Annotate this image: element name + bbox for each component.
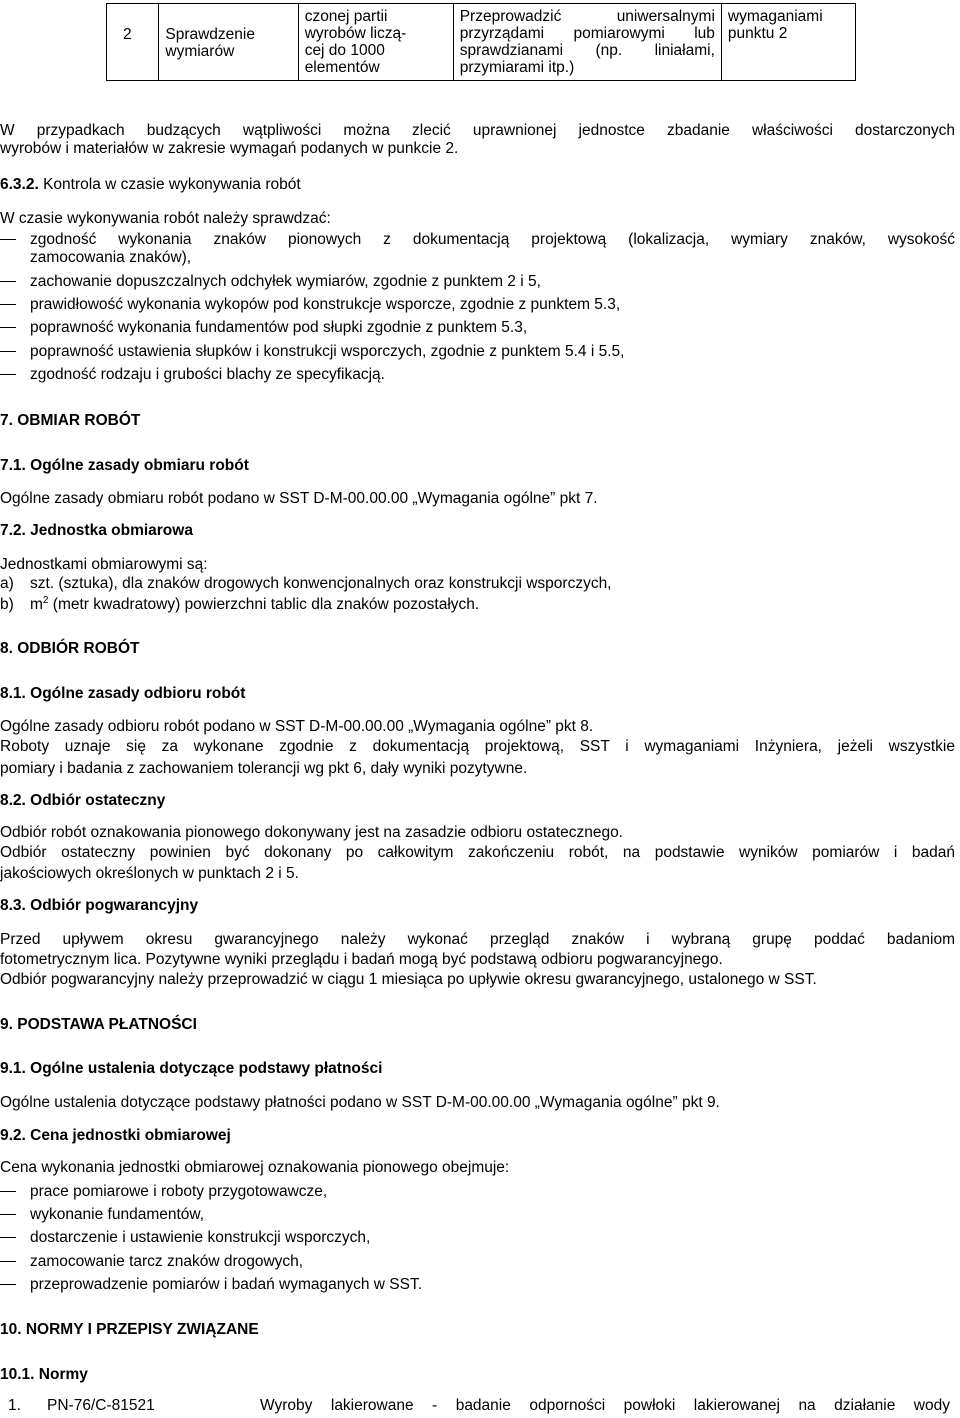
list-item <box>0 366 960 384</box>
intro-line: W przypadkach budzących wątpliwości można zlecić uprawnionej jednostce zbadanie właściwości dostarczonych <box>0 122 955 139</box>
section-heading-8-2: 8.2. Odbiór ostateczny <box>0 792 166 809</box>
norm-number: 1. <box>8 1397 21 1414</box>
list-item <box>0 596 14 614</box>
cell-text: (np. <box>595 42 623 59</box>
list-item-text: zgodność wykonania znaków pionowych z dokumentacją projektową (lokalizacja, wymiary znaków, wysokość <box>30 231 955 248</box>
section-heading-6-3-2 <box>0 176 301 194</box>
list-label: b) <box>0 596 14 613</box>
list-item <box>0 575 14 593</box>
cell-text: sprawdzianami <box>459 42 564 59</box>
requirements-table <box>106 3 856 81</box>
list-item <box>0 1276 960 1294</box>
cell-text: pomiarowymi <box>573 25 665 42</box>
paragraph: Odbiór pogwarancyjny należy przeprowadzić w ciągu 1 miesiąca po upływie okresu gwarancyjnego, ustalonego w SST. <box>0 971 817 988</box>
list-item-text: $m^2$ (metr kwadratowy) powierzchni tablic dla znaków pozostałych. <box>30 595 480 613</box>
list-label: a) <box>0 575 14 592</box>
paragraph: fotometrycznym lica. Pozytywne wyniki przeglądu i badań mogą być podstawą odbioru pogwarancyjnego. <box>0 951 723 968</box>
cell-text: punktu 2 <box>727 25 788 42</box>
table-cell-number <box>107 4 159 81</box>
section-heading-8-3: 8.3. Odbiór pogwarancyjny <box>0 897 199 914</box>
list-item <box>0 319 960 337</box>
paragraph: Roboty uznaje się za wykonane zgodnie z dokumentacją projektową, SST i wymaganiami Inżyniera, jeżeli wszystkie <box>0 738 955 755</box>
paragraph: Odbiór robót oznakowania pionowego dokonywany jest na zasadzie odbioru ostatecznego. <box>0 824 623 841</box>
dash-bullet <box>0 1214 16 1215</box>
list-item <box>0 1183 960 1201</box>
cell-text: przyrządami <box>459 25 545 42</box>
list-item <box>0 343 960 361</box>
dash-bullet <box>0 304 16 305</box>
superscript: 2 <box>42 595 49 606</box>
intro-line: wyrobów i materiałów w zakresie wymagań podanych w punkcie 2. <box>0 140 459 157</box>
section-heading-7-1: 7.1. Ogólne zasady obmiaru robót <box>0 457 249 474</box>
paragraph: Ogólne zasady odbioru robót podano w SST D-M-00.00.00 „Wymagania ogólne” pkt 8. <box>0 718 594 735</box>
cell-text: wyrobów liczą- <box>304 25 407 42</box>
paragraph: Ogólne ustalenia dotyczące podstawy płatności podano w SST D-M-00.00.00 „Wymagania ogólne” pkt 9. <box>0 1094 720 1111</box>
list-item-text: przeprowadzenie pomiarów i badań wymaganych w SST. <box>30 1276 423 1293</box>
section-title: Kontrola w czasie wykonywania robót <box>43 176 301 193</box>
list-item-text: poprawność wykonania fundamentów pod słupki zgodnie z punktem 5.3, <box>30 319 528 336</box>
section-heading-9-1: 9.1. Ogólne ustalenia dotyczące podstawy płatności <box>0 1060 383 1077</box>
section-heading-9: 9. PODSTAWA PŁATNOŚCI <box>0 1016 197 1033</box>
dash-bullet <box>0 239 16 240</box>
list-item-text: prawidłowość wykonania wykopów pod konstrukcje wsporcze, zgodnie z punktem 5.3, <box>30 296 621 313</box>
section-heading-7: 7. OBMIAR ROBÓT <box>0 412 141 429</box>
list-item <box>0 1253 960 1271</box>
paragraph: Jednostkami obmiarowymi są: <box>0 556 208 573</box>
list-item-text: szt. (sztuka), dla znaków drogowych konwencjonalnych oraz konstrukcji wsporczych, <box>30 575 612 592</box>
paragraph: jakościowych określonych w punktach 2 i 5. <box>0 865 299 882</box>
cell-text: czonej partii <box>304 8 388 25</box>
cell-text: cej do 1000 <box>304 42 385 59</box>
dash-bullet <box>0 327 16 328</box>
paragraph: Ogólne zasady obmiaru robót podano w SST D-M-00.00.00 „Wymagania ogólne” pkt 7. <box>0 490 598 507</box>
cell-text: elementów <box>304 59 380 76</box>
row-number: 2 <box>123 26 132 43</box>
list-item-text: zachowanie dopuszczalnych odchyłek wymiarów, zgodnie z punktem 2 i 5, <box>30 273 541 290</box>
dash-bullet <box>0 351 16 352</box>
paragraph: Odbiór ostateczny powinien być dokonany po całkowitym zakończeniu robót, na podstawie wyników pomiarów i badań <box>0 844 955 861</box>
list-item-text: zgodność rodzaju i grubości blachy ze specyfikacją. <box>30 366 385 383</box>
table-row <box>107 4 856 81</box>
section-heading-9-2: 9.2. Cena jednostki obmiarowej <box>0 1127 231 1144</box>
list-item <box>0 273 960 291</box>
cell-text: Przeprowadzić <box>459 8 562 25</box>
section-heading-10: 10. NORMY I PRZEPISY ZWIĄZANE <box>0 1321 259 1338</box>
list-item-text: prace pomiarowe i roboty przygotowawcze, <box>30 1183 328 1200</box>
table-cell-name <box>159 4 298 81</box>
list-item-text: wykonanie fundamentów, <box>30 1206 205 1223</box>
dash-bullet <box>0 374 16 375</box>
list-item-text: dostarczenie i ustawienie konstrukcji wsporczych, <box>30 1229 371 1246</box>
cell-text: wymiarów <box>165 43 235 60</box>
dash-bullet <box>0 1261 16 1262</box>
list-item-text: poprawność ustawienia słupków i konstrukcji wsporczych, zgodnie z punktem 5.4 i 5.5, <box>30 343 625 360</box>
paragraph: pomiary i badania z zachowaniem tolerancji wg pkt 6, dały wyniki pozytywne. <box>0 760 528 777</box>
dash-bullet <box>0 1284 16 1285</box>
paragraph: W czasie wykonywania robót należy sprawdzać: <box>0 210 331 227</box>
norm-title: Wyroby lakierowane - badanie odporności powłoki lakierowanej na działanie wody <box>260 1397 950 1414</box>
dash-bullet <box>0 1237 16 1238</box>
cell-text: wymaganiami <box>727 8 823 25</box>
list-item <box>0 1229 960 1247</box>
section-heading-7-2: 7.2. Jednostka obmiarowa <box>0 522 193 539</box>
list-item <box>0 296 960 314</box>
list-item <box>0 1206 960 1224</box>
cell-text: uniwersalnymi <box>616 8 715 25</box>
table-cell-requirement <box>721 4 855 81</box>
section-number: 6.3.2. <box>0 176 39 193</box>
section-heading-8: 8. ODBIÓR ROBÓT <box>0 640 140 657</box>
cell-text: lub <box>694 25 715 42</box>
dash-bullet <box>0 1191 16 1192</box>
list-item-continuation <box>0 249 960 267</box>
cell-text: Sprawdzenie <box>165 26 255 43</box>
paragraph: Cena wykonania jednostki obmiarowej oznakowania pionowego obejmuje: <box>0 1159 510 1176</box>
section-heading-10-1: 10.1. Normy <box>0 1366 88 1383</box>
cell-text: przymiarami itp.) <box>459 59 575 76</box>
section-heading-8-1: 8.1. Ogólne zasady odbioru robót <box>0 685 246 702</box>
paragraph: Przed upływem okresu gwarancyjnego należy wykonać przegląd znaków i wybraną grupę poddać badaniom <box>0 931 955 948</box>
norm-code: PN-76/C-81521 <box>47 1397 155 1414</box>
table-cell-method <box>453 4 721 81</box>
list-item <box>0 231 960 249</box>
table-cell-frequency <box>298 4 453 81</box>
dash-bullet <box>0 281 16 282</box>
list-item-text: zamocowania znaków), <box>30 249 192 266</box>
cell-text: liniałami, <box>654 42 715 59</box>
list-item-text: zamocowanie tarcz znaków drogowych, <box>30 1253 304 1270</box>
